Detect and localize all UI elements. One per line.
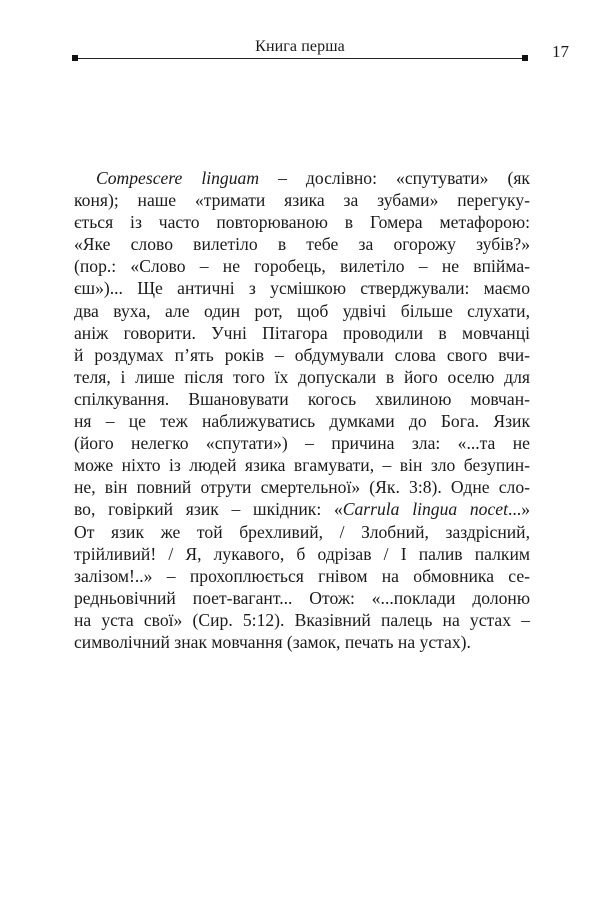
text-line bbox=[74, 521, 530, 543]
text-run: аніж говорити. Учні Пітагора проводили в мовчанці bbox=[74, 322, 530, 343]
text-run: ...» bbox=[508, 499, 530, 520]
text-line bbox=[74, 432, 530, 454]
text-run: залізом!..» – прохоплюється гнівом на обмовника се- bbox=[74, 565, 530, 586]
text-run: редньовічний поет-вагант... Отож: «...поклади долоню bbox=[74, 587, 530, 608]
text-run: символічний знак мовчання (замок, печать на устах). bbox=[74, 631, 471, 652]
text-run: єш»)... Ще античні з усмішкою стверджували: маємо bbox=[74, 278, 530, 299]
body-paragraph bbox=[74, 167, 530, 653]
text-run: не, він повний отрути смертельної» (Як. 3:8). Одне сло- bbox=[74, 477, 530, 498]
text-run: коня); наше «тримати язика за зубами» перегуку- bbox=[74, 190, 530, 211]
text-line bbox=[74, 587, 530, 609]
text-line bbox=[74, 498, 530, 520]
text-run: на уста свої» (Сир. 5:12). Вказівний палець на устах – bbox=[74, 609, 530, 630]
header-rule bbox=[74, 58, 526, 59]
text-line bbox=[74, 233, 530, 255]
text-line bbox=[74, 565, 530, 587]
latin-phrase: Compescere linguam bbox=[96, 168, 260, 188]
text-line bbox=[74, 167, 530, 189]
text-line bbox=[74, 476, 530, 498]
running-header bbox=[74, 36, 526, 62]
text-run: спілкування. Вшановувати когось хвилиною мовчан- bbox=[74, 388, 530, 409]
text-run: теля, і лише після того їх допускали в його оселю для bbox=[74, 366, 530, 387]
text-line bbox=[74, 388, 530, 410]
text-run: (пор.: «Слово – не горобець, вилетіло – не впійма- bbox=[74, 256, 530, 277]
text-line bbox=[74, 454, 530, 476]
text-line bbox=[74, 631, 530, 653]
header-rule-right-cap bbox=[522, 55, 528, 61]
page-number: 17 bbox=[552, 42, 569, 61]
text-line bbox=[74, 609, 530, 631]
text-line bbox=[74, 410, 530, 432]
text-line bbox=[74, 255, 530, 277]
text-run: ється із часто повторюваною в Гомера метафорою: bbox=[74, 212, 530, 233]
header-rule-left-cap bbox=[72, 55, 78, 61]
text-run: От язик же той брехливий, / Злобний, заздрісний, bbox=[74, 521, 530, 542]
text-run: може ніхто із людей язика вгамувати, – він зло безупин- bbox=[74, 455, 530, 476]
text-run: й роздумах п’ять років – обдумували слова свого вчи- bbox=[74, 344, 530, 365]
text-run: во, говіркий язик – шкідник: « bbox=[74, 499, 343, 520]
text-line bbox=[74, 189, 530, 211]
text-run: ня – це теж наближуватись думками до Бога. Язик bbox=[74, 411, 530, 432]
text-line bbox=[74, 277, 530, 299]
text-run: два вуха, але один рот, щоб удвічі більше слухати, bbox=[74, 300, 530, 321]
text-line bbox=[74, 322, 530, 344]
running-title: Книга перша bbox=[255, 38, 345, 55]
text-line bbox=[74, 344, 530, 366]
text-line bbox=[74, 300, 530, 322]
latin-phrase: Carrula lingua nocet bbox=[342, 499, 508, 520]
text-run: (його нелегко «спутати») – причина зла: «...та не bbox=[74, 433, 530, 454]
text-run: трійливий! / Я, лукавого, б одрізав / І палив палким bbox=[74, 543, 530, 564]
text-line bbox=[74, 211, 530, 233]
text-line bbox=[74, 366, 530, 388]
text-run: «Яке слово вилетіло в тебе за огорожу зубів?» bbox=[74, 234, 530, 255]
text-run: – дослівно: «спутувати» (як bbox=[259, 168, 530, 188]
text-line bbox=[74, 543, 530, 565]
